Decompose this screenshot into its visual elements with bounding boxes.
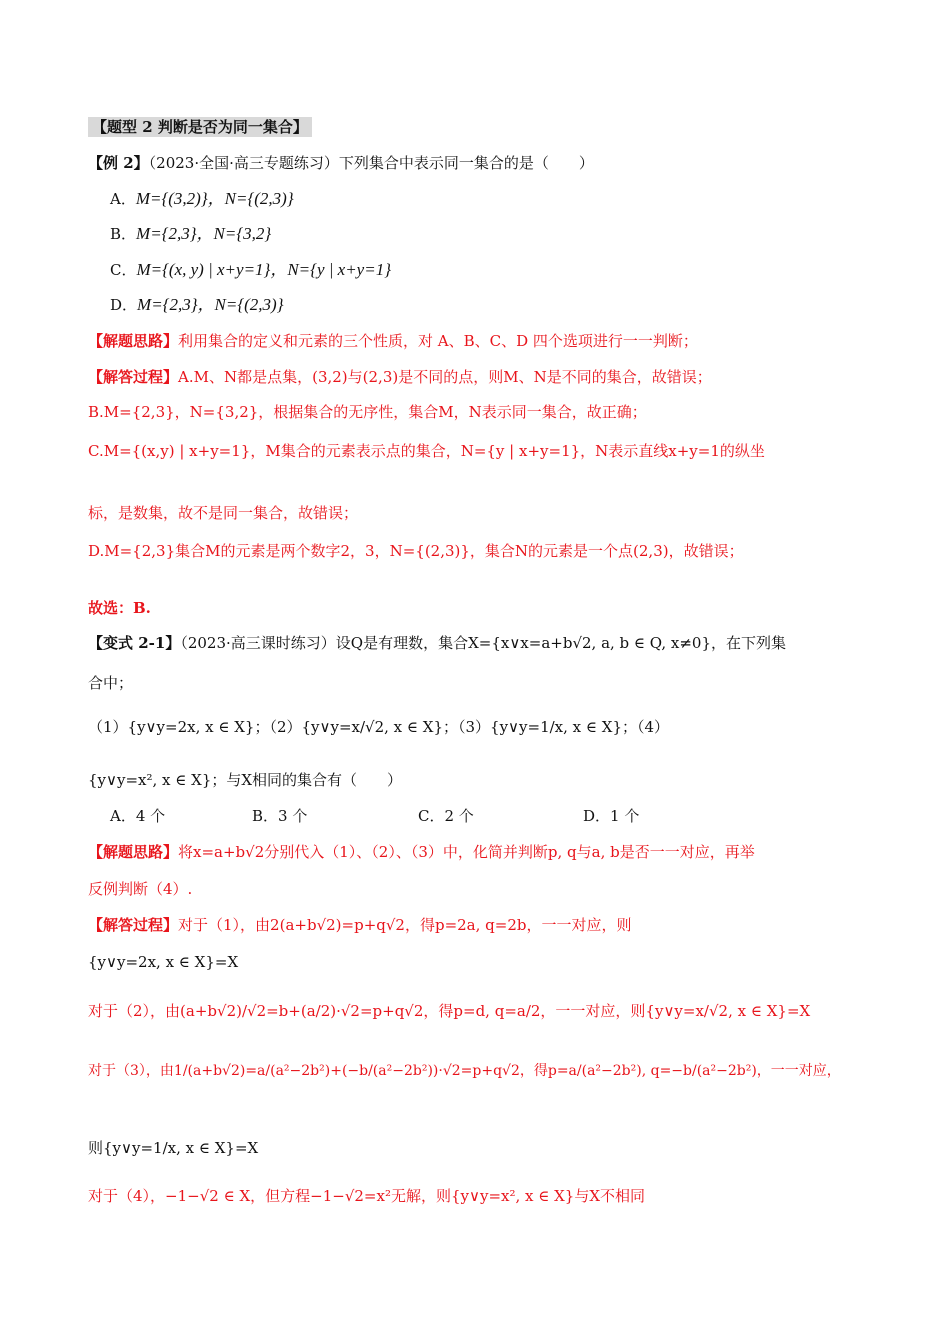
- variant-process-3: 对于（3），由1/(a+b√2)=a/(a²−2b²)+(−b/(a²−2b²))·√2=p+q√2，得p=a/(a²−2b²), q=−b/(a²−2b²)，一一对应，: [88, 1063, 841, 1079]
- example-tag: 【例 2】: [88, 154, 149, 172]
- variant-tag: 【变式 2-1】: [88, 634, 181, 652]
- variant-source: （2023·高三课时练习）设Q是有理数，集合X={x∨x=a+b√2, a, b ∈ Q, x≠0}，在下列集: [180, 634, 786, 652]
- example-process-c2: 标，是数集，故不是同一集合，故错误；: [88, 504, 359, 522]
- example-option-c: C．M={(x, y) | x+y=1}，N={y | x+y=1}: [110, 260, 391, 279]
- variant-process-1b: {y∨y=2x, x ∈ X}=X: [88, 953, 239, 971]
- example-option-a: A．M={(3,2)}，N={(2,3)}: [110, 189, 294, 208]
- variant-idea2: 反例判断（4）.: [88, 880, 193, 898]
- example-idea: 【解题思路】利用集合的定义和元素的三个性质，对 A、B、C、D 四个选项进行一一判断；: [88, 332, 698, 350]
- variant-question-cont: 合中；: [88, 674, 134, 692]
- example-question: [88, 152, 594, 174]
- section-heading: [88, 116, 312, 138]
- example-source: （2023·全国·高三专题练习）下列集合中表示同一集合的是（ ）: [148, 154, 594, 172]
- section-heading-text: 【题型 2 判断是否为同一集合】: [88, 117, 312, 137]
- example-process-c1: C.M={(x,y) | x+y=1}，M集合的元素表示点的集合，N={y | x+y=1}，N表示直线x+y=1的纵坐: [88, 442, 765, 460]
- variant-process-3b: 则{y∨y=1/x, x ∈ X}=X: [88, 1139, 259, 1157]
- variant-option-b: B．3 个: [252, 807, 308, 825]
- variant-process-1: 【解答过程】对于（1），由2(a+b√2)=p+q√2，得p=2a, q=2b，一一对应，则: [88, 916, 632, 934]
- variant-question: [88, 632, 786, 654]
- variant-option-c: C．2 个: [418, 807, 474, 825]
- variant-option-a: A．4 个: [110, 807, 166, 825]
- variant-option-d: D．1 个: [583, 807, 640, 825]
- variant-process-2: 对于（2），由(a+b√2)/√2=b+(a/2)·√2=p+q√2，得p=d, q=a/2，一一对应，则{y∨y=x/√2, x ∈ X}=X: [88, 1002, 811, 1020]
- variant-process-4: 对于（4），−1−√2 ∈ X，但方程−1−√2=x²无解，则{y∨y=x², x ∈ X}与X不相同: [88, 1187, 646, 1205]
- example-answer: 故选：B.: [88, 599, 151, 617]
- example-option-d: D．M={2,3}，N={(2,3)}: [110, 295, 284, 314]
- variant-items-line2: {y∨y=x², x ∈ X}；与X相同的集合有（ ）: [88, 771, 403, 789]
- variant-items-line1: （1）{y∨y=2x, x ∈ X}；（2）{y∨y=x/√2, x ∈ X}；（3）{y∨y=1/x, x ∈ X}；（4）: [88, 718, 670, 736]
- example-process-a: 【解答过程】A.M、N都是点集，(3,2)与(2,3)是不同的点，则M、N是不同的集合，故错误；: [88, 368, 712, 386]
- example-option-b: B．M={2,3}，N={3,2}: [110, 224, 272, 243]
- variant-idea1: 【解题思路】将x=a+b√2分别代入（1）、（2）、（3）中，化简并判断p, q与a, b是否一一对应，再举: [88, 843, 755, 861]
- example-process-b: B.M={2,3}，N={3,2}，根据集合的无序性，集合M，N表示同一集合，故正确；: [88, 403, 647, 421]
- example-process-d: D.M={2,3}集合M的元素是两个数字2，3，N={(2,3)}，集合N的元素是一个点(2,3)，故错误；: [88, 542, 744, 560]
